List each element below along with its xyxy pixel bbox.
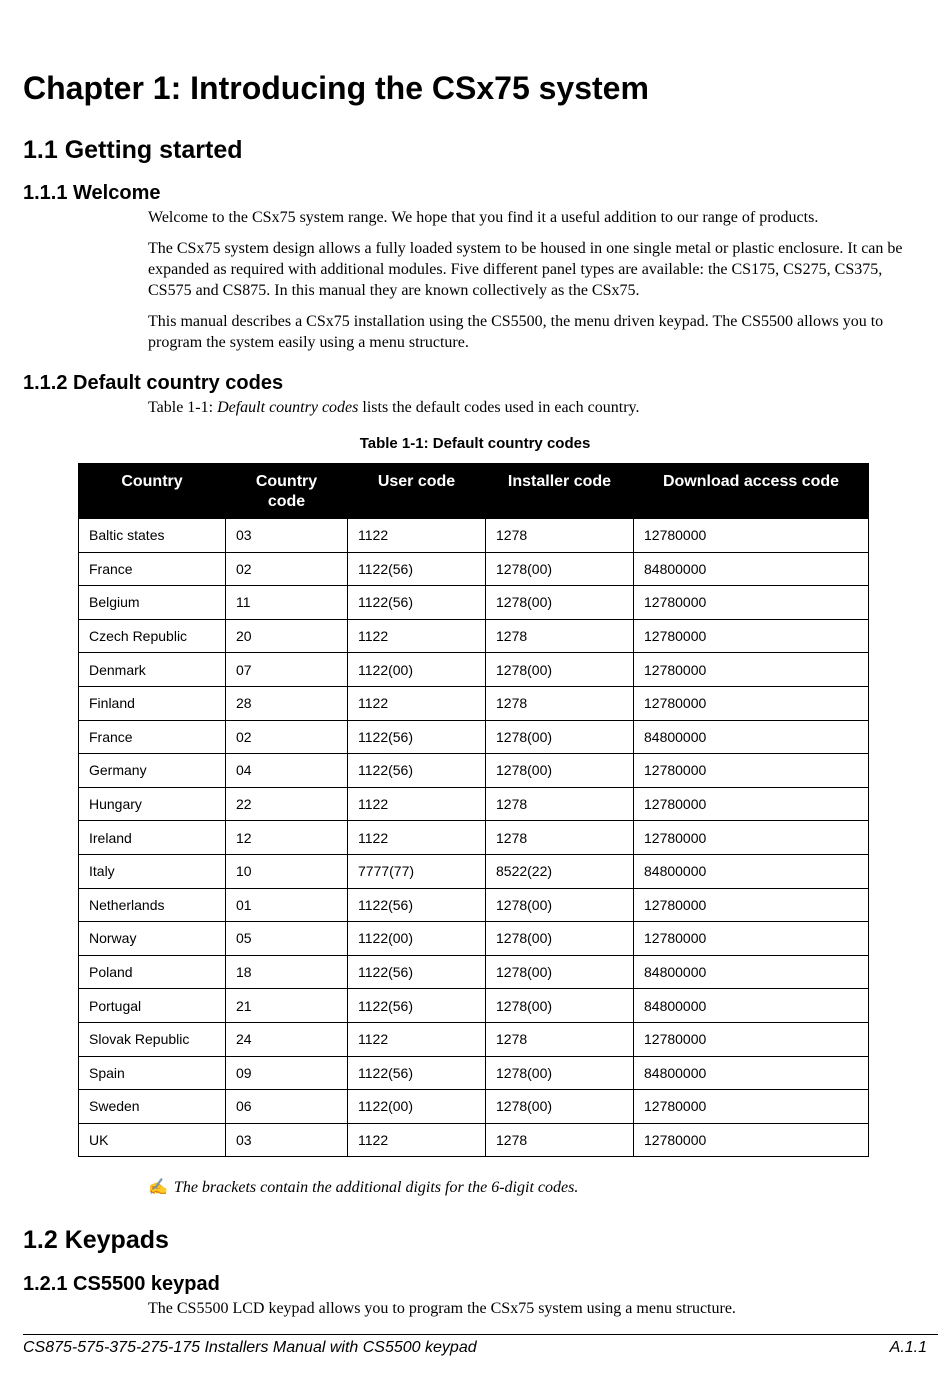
table-row	[79, 888, 869, 922]
cell-country-code: 12	[226, 821, 348, 855]
table-row	[79, 754, 869, 788]
cell-user-code: 1122(56)	[348, 586, 486, 620]
section-heading-getting-started: 1.1 Getting started	[23, 136, 243, 164]
cell-country: Poland	[79, 955, 226, 989]
cell-download-access-code: 12780000	[634, 1123, 869, 1157]
cell-download-access-code: 12780000	[634, 922, 869, 956]
footer-divider	[23, 1334, 938, 1335]
table-row	[79, 619, 869, 653]
table-row	[79, 821, 869, 855]
table-row	[79, 686, 869, 720]
cell-country-code: 04	[226, 754, 348, 788]
note-text: The brackets contain the additional digits for the 6-digit codes.	[173, 1179, 579, 1196]
cell-download-access-code: 12780000	[634, 1022, 869, 1056]
table-row	[79, 989, 869, 1023]
section-heading-country-codes: 1.1.2 Default country codes	[23, 372, 284, 394]
cell-country-code: 03	[226, 1123, 348, 1157]
cell-country-code: 21	[226, 989, 348, 1023]
cell-country-code: 24	[226, 1022, 348, 1056]
cell-country: Hungary	[79, 787, 226, 821]
cell-installer-code: 1278	[486, 787, 634, 821]
cell-user-code: 1122(56)	[348, 720, 486, 754]
country-codes-table	[78, 463, 869, 1157]
cell-country: Norway	[79, 922, 226, 956]
cell-country: Netherlands	[79, 888, 226, 922]
cell-download-access-code: 84800000	[634, 1056, 869, 1090]
table-row	[79, 1090, 869, 1124]
cell-country: Czech Republic	[79, 619, 226, 653]
cell-installer-code: 1278	[486, 519, 634, 553]
chapter-title: Chapter 1: Introducing the CSx75 system	[23, 70, 649, 106]
cell-download-access-code: 84800000	[634, 989, 869, 1023]
cell-installer-code: 1278(00)	[486, 1090, 634, 1124]
cell-country: Spain	[79, 1056, 226, 1090]
cell-user-code: 1122(00)	[348, 1090, 486, 1124]
table-row	[79, 1123, 869, 1157]
table-row	[79, 653, 869, 687]
cell-download-access-code: 84800000	[634, 552, 869, 586]
section-heading-keypads: 1.2 Keypads	[23, 1226, 169, 1254]
welcome-paragraph-2: The CSx75 system design allows a fully loaded system to be housed in one single metal or plastic enclosure. It can be expanded as required with additional modules. Five different panel types are available: the CS175, CS275, CS375, CS575 and CS875. In this manual they are known collectively as the CSx75.	[148, 240, 903, 299]
cell-installer-code: 1278(00)	[486, 955, 634, 989]
cell-country-code: 05	[226, 922, 348, 956]
cell-installer-code: 1278(00)	[486, 989, 634, 1023]
table-row	[79, 552, 869, 586]
cell-download-access-code: 84800000	[634, 955, 869, 989]
header-download-access-code: Download access code	[634, 464, 869, 519]
cell-installer-code: 1278	[486, 686, 634, 720]
cell-installer-code: 1278(00)	[486, 1056, 634, 1090]
table-body	[79, 519, 869, 1157]
cell-user-code: 1122	[348, 821, 486, 855]
cell-user-code: 1122(56)	[348, 888, 486, 922]
intro-suffix: lists the default codes used in each country.	[358, 399, 640, 416]
cell-download-access-code: 12780000	[634, 519, 869, 553]
cell-country-code: 03	[226, 519, 348, 553]
cell-user-code: 1122(00)	[348, 922, 486, 956]
cell-country: Denmark	[79, 653, 226, 687]
welcome-paragraph-3: This manual describes a CSx75 installation using the CS5500, the menu driven keypad. The CS5500 allows you to program the system easily using a menu structure.	[148, 313, 884, 351]
section-heading-cs5500: 1.2.1 CS5500 keypad	[23, 1273, 220, 1295]
cell-installer-code: 1278(00)	[486, 653, 634, 687]
cell-country-code: 22	[226, 787, 348, 821]
table-row	[79, 922, 869, 956]
table-note	[148, 1177, 578, 1197]
cell-user-code: 1122(56)	[348, 1056, 486, 1090]
cell-user-code: 1122(56)	[348, 552, 486, 586]
cell-download-access-code: 84800000	[634, 854, 869, 888]
cell-installer-code: 1278(00)	[486, 586, 634, 620]
cell-country-code: 01	[226, 888, 348, 922]
cell-user-code: 1122(00)	[348, 653, 486, 687]
cell-country: Italy	[79, 854, 226, 888]
cs5500-paragraph: The CS5500 LCD keypad allows you to program the CSx75 system using a menu structure.	[148, 1300, 736, 1317]
cell-country: UK	[79, 1123, 226, 1157]
cell-country-code: 02	[226, 720, 348, 754]
cell-download-access-code: 12780000	[634, 586, 869, 620]
cell-installer-code: 1278(00)	[486, 754, 634, 788]
header-country-code: Country code	[226, 464, 348, 519]
section-heading-welcome: 1.1.1 Welcome	[23, 182, 161, 204]
cell-user-code: 1122	[348, 519, 486, 553]
cell-installer-code: 1278	[486, 1022, 634, 1056]
cell-user-code: 1122	[348, 686, 486, 720]
cell-country-code: 18	[226, 955, 348, 989]
table-row	[79, 720, 869, 754]
cell-user-code: 1122(56)	[348, 955, 486, 989]
cell-user-code: 1122	[348, 787, 486, 821]
cell-installer-code: 1278(00)	[486, 720, 634, 754]
table-row	[79, 1022, 869, 1056]
cell-user-code: 1122	[348, 619, 486, 653]
cell-download-access-code: 12780000	[634, 653, 869, 687]
cell-country-code: 07	[226, 653, 348, 687]
cell-user-code: 1122	[348, 1123, 486, 1157]
cell-country-code: 11	[226, 586, 348, 620]
footer-page-number: A.1.1	[889, 1339, 927, 1356]
cell-download-access-code: 12780000	[634, 821, 869, 855]
cell-installer-code: 1278	[486, 619, 634, 653]
cell-download-access-code: 12780000	[634, 787, 869, 821]
table-row	[79, 1056, 869, 1090]
table-row	[79, 586, 869, 620]
intro-table-reference: Default country codes	[217, 399, 359, 416]
header-user-code: User code	[348, 464, 486, 519]
cell-installer-code: 1278(00)	[486, 552, 634, 586]
cell-installer-code: 8522(22)	[486, 854, 634, 888]
header-country: Country	[79, 464, 226, 519]
cell-country-code: 02	[226, 552, 348, 586]
table-caption: Table 1-1: Default country codes	[359, 435, 591, 452]
cell-country-code: 06	[226, 1090, 348, 1124]
cell-country: Finland	[79, 686, 226, 720]
cell-country: France	[79, 720, 226, 754]
cell-country: Portugal	[79, 989, 226, 1023]
intro-prefix: Table 1-1:	[148, 399, 218, 416]
cell-download-access-code: 12780000	[634, 888, 869, 922]
cell-download-access-code: 12780000	[634, 619, 869, 653]
footer-manual-title: CS875-575-375-275-175 Installers Manual with CS5500 keypad	[23, 1339, 477, 1356]
cell-installer-code: 1278	[486, 821, 634, 855]
cell-country: Germany	[79, 754, 226, 788]
table-row	[79, 787, 869, 821]
welcome-paragraph-1: Welcome to the CSx75 system range. We hope that you find it a useful addition to our range of products.	[148, 209, 819, 226]
cell-download-access-code: 12780000	[634, 1090, 869, 1124]
cell-country: Baltic states	[79, 519, 226, 553]
cell-user-code: 1122	[348, 1022, 486, 1056]
table-row	[79, 854, 869, 888]
cell-download-access-code: 84800000	[634, 720, 869, 754]
cell-installer-code: 1278(00)	[486, 922, 634, 956]
cell-user-code: 7777(77)	[348, 854, 486, 888]
cell-country-code: 20	[226, 619, 348, 653]
table-row	[79, 519, 869, 553]
cell-installer-code: 1278	[486, 1123, 634, 1157]
cell-user-code: 1122(56)	[348, 754, 486, 788]
writing-hand-icon: ✍	[148, 1179, 168, 1196]
cell-country-code: 28	[226, 686, 348, 720]
cell-country: Slovak Republic	[79, 1022, 226, 1056]
cell-installer-code: 1278(00)	[486, 888, 634, 922]
cell-download-access-code: 12780000	[634, 686, 869, 720]
header-installer-code: Installer code	[486, 464, 634, 519]
table-header-row	[79, 464, 869, 519]
table-row	[79, 955, 869, 989]
cell-country: France	[79, 552, 226, 586]
cell-country-code: 09	[226, 1056, 348, 1090]
country-codes-intro	[148, 397, 923, 418]
cell-country-code: 10	[226, 854, 348, 888]
cell-user-code: 1122(56)	[348, 989, 486, 1023]
cell-download-access-code: 12780000	[634, 754, 869, 788]
cell-country: Sweden	[79, 1090, 226, 1124]
cell-country: Ireland	[79, 821, 226, 855]
cell-country: Belgium	[79, 586, 226, 620]
